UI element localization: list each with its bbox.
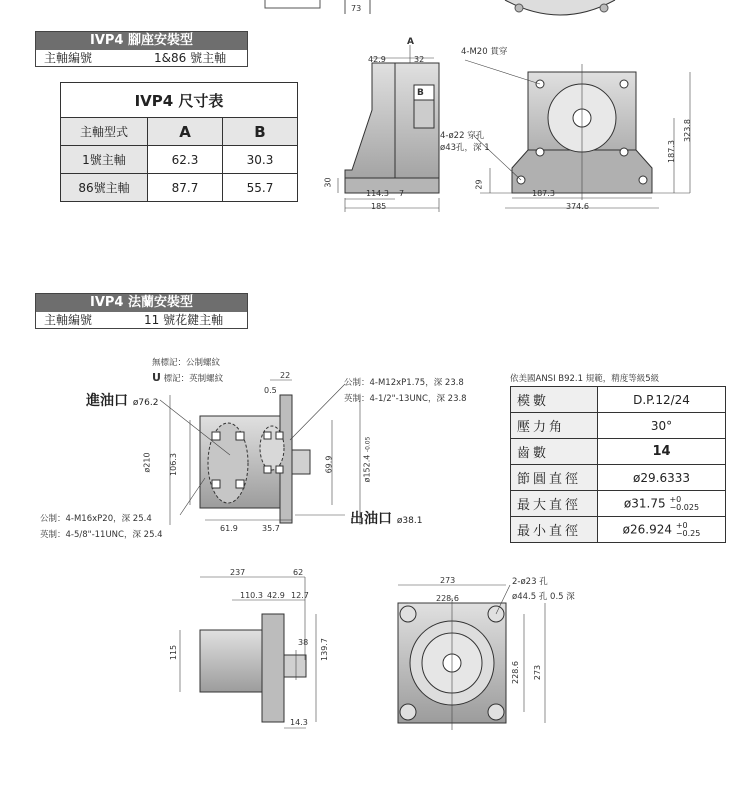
foot-mount-side-view xyxy=(338,45,439,212)
dim-30: 30 xyxy=(323,177,333,188)
section2-subtitle xyxy=(35,312,248,329)
dim-0-5: 0.5 xyxy=(264,386,277,395)
dim-210: ø210 xyxy=(142,452,152,473)
spec-value: 30° xyxy=(598,413,726,439)
dim-row2-b: 55.7 xyxy=(223,174,298,202)
dim-73: 73 xyxy=(351,4,362,13)
inlet-label xyxy=(86,390,158,410)
dim-115: 115 xyxy=(169,644,179,661)
spec-row xyxy=(511,491,726,517)
thread-metric-bottom: 公制：4-M16xP20，深 25.4 xyxy=(40,514,152,524)
inlet-diameter: ø76.2 xyxy=(132,398,159,408)
legend-imperial xyxy=(152,371,223,384)
section1-title: IVP4 腳座安裝型 xyxy=(35,31,248,51)
inlet-text: 進油口 xyxy=(86,393,128,409)
section2-sub-label: 主軸編號 xyxy=(44,313,93,327)
spec-value-toleranced xyxy=(598,517,726,543)
section2-sub-value: 11 號花鍵主軸 xyxy=(144,313,224,327)
spec-key: 節圓直徑 xyxy=(511,465,598,491)
spec-value: ø29.6333 xyxy=(598,465,726,491)
dim-14-3: 14.3 xyxy=(290,718,308,727)
dim-237: 237 xyxy=(230,568,246,577)
spec-key: 最小直徑 xyxy=(511,517,598,543)
dim-row2-type: 86號主軸 xyxy=(61,174,148,202)
tolerance-lower: −0.025 xyxy=(669,502,700,512)
dim-32: 32 xyxy=(414,55,425,64)
spec-key: 模數 xyxy=(511,387,598,413)
thread-imperial-bottom: 英制：4-5/8"-11UNC，深 25.4 xyxy=(40,530,163,540)
dim-273: 273 xyxy=(440,576,456,585)
dimension-table-title: IVP4 尺寸表 xyxy=(61,83,298,118)
section1-sub-label: 主軸編號 xyxy=(44,51,93,65)
tolerance-upper: +0 xyxy=(675,520,688,530)
dim-187-3-vertical: 187.3 xyxy=(666,140,676,163)
spec-key: 最大直徑 xyxy=(511,491,598,517)
spec-value: ø31.75 xyxy=(623,496,666,510)
dim-22: 22 xyxy=(280,371,291,380)
spec-row xyxy=(511,387,726,413)
dim-273-vertical: 273 xyxy=(533,664,543,681)
tolerance-upper: +0 xyxy=(669,494,682,504)
note-hole-43: ø43孔，深 1 xyxy=(440,143,490,153)
dim-7: 7 xyxy=(399,189,405,198)
label-a: A xyxy=(407,37,414,47)
spec-row xyxy=(511,439,726,465)
dim-185: 185 xyxy=(371,202,387,211)
foot-mount-front-view xyxy=(465,60,690,208)
dim-row2-a: 87.7 xyxy=(148,174,223,202)
thread-metric-top: 公制：4-M12xP1.75，深 23.8 xyxy=(344,378,464,388)
dim-139-7: 139.7 xyxy=(319,638,329,661)
bottom-front-view xyxy=(398,585,545,730)
dim-228-6: 228.6 xyxy=(436,594,459,603)
dim-row1-a: 62.3 xyxy=(148,146,223,174)
spec-row xyxy=(511,517,726,543)
dim-228-6-vertical: 228.6 xyxy=(510,661,520,684)
outlet-label xyxy=(350,508,422,528)
dim-header-a: A xyxy=(148,118,223,146)
legend-imperial-text: 標記：英制螺紋 xyxy=(163,374,224,384)
spec-value: 14 xyxy=(598,439,726,465)
spec-key: 壓力角 xyxy=(511,413,598,439)
note-hole-44-5: ø44.5 孔 0.5 深 xyxy=(512,592,575,602)
outlet-text: 出油口 xyxy=(350,511,392,527)
dim-374-6: 374.6 xyxy=(566,202,589,211)
dim-114-3: 114.3 xyxy=(366,189,389,198)
spec-row xyxy=(511,465,726,491)
dim-row1-type: 1號主軸 xyxy=(61,146,148,174)
dim-header-type: 主軸型式 xyxy=(61,118,148,146)
dim-38: 38 xyxy=(298,638,309,647)
spline-spec-table xyxy=(510,386,726,543)
spec-tolerance xyxy=(676,522,701,538)
section1-sub-value: 1&86 號主軸 xyxy=(154,51,227,65)
spec-key: 齒數 xyxy=(511,439,598,465)
dim-35-7: 35.7 xyxy=(262,524,280,533)
note-hole-23: 2-ø23 孔 xyxy=(512,577,548,587)
legend-u-mark: U xyxy=(152,371,161,384)
note-hole-22: 4-ø22 穿孔 xyxy=(440,131,485,141)
spec-value: ø26.924 xyxy=(622,522,672,536)
dim-69-9: 69.9 xyxy=(324,455,334,474)
tolerance-lower: −0.25 xyxy=(675,528,701,538)
top-cutoff-drawing xyxy=(265,0,615,15)
flange-mount-side-view xyxy=(160,380,360,525)
section1-subtitle xyxy=(35,50,248,67)
note-4-m20: 4-M20 貫穿 xyxy=(461,47,508,57)
dimension-table xyxy=(60,82,298,202)
dim-12-7: 12.7 xyxy=(291,591,309,600)
label-b: B xyxy=(417,88,424,98)
dim-152-4 xyxy=(362,437,371,483)
spec-tolerance xyxy=(669,496,699,512)
dim-62: 62 xyxy=(293,568,304,577)
section2-title: IVP4 法蘭安裝型 xyxy=(35,293,248,313)
dim-187-3-horizontal: 187.3 xyxy=(532,189,555,198)
dim-110-3: 110.3 xyxy=(240,591,263,600)
dim-323-8: 323.8 xyxy=(682,119,692,142)
spec-caption: 依美國ANSI B92.1 規範，精度等級5級 xyxy=(510,374,660,384)
dim-29: 29 xyxy=(474,179,484,190)
dim-header-b: B xyxy=(223,118,298,146)
dim-42-9: 42.9 xyxy=(368,55,386,64)
dim-106-3: 106.3 xyxy=(168,453,178,476)
spec-value-toleranced xyxy=(598,491,726,517)
spec-value: D.P.12/24 xyxy=(598,387,726,413)
legend-metric: 無標記：公制螺紋 xyxy=(152,358,221,368)
dim-42-9-bottom: 42.9 xyxy=(267,591,285,600)
dim-152-4-value: ø152.4 xyxy=(362,454,372,483)
dim-61-9: 61.9 xyxy=(220,524,238,533)
spec-row xyxy=(511,413,726,439)
thread-imperial-top: 英制：4-1/2"-13UNC，深 23.8 xyxy=(344,394,467,404)
dim-row1-b: 30.3 xyxy=(223,146,298,174)
dim-152-4-tolerance: -0.05 xyxy=(364,436,372,453)
outlet-diameter: ø38.1 xyxy=(396,516,423,526)
